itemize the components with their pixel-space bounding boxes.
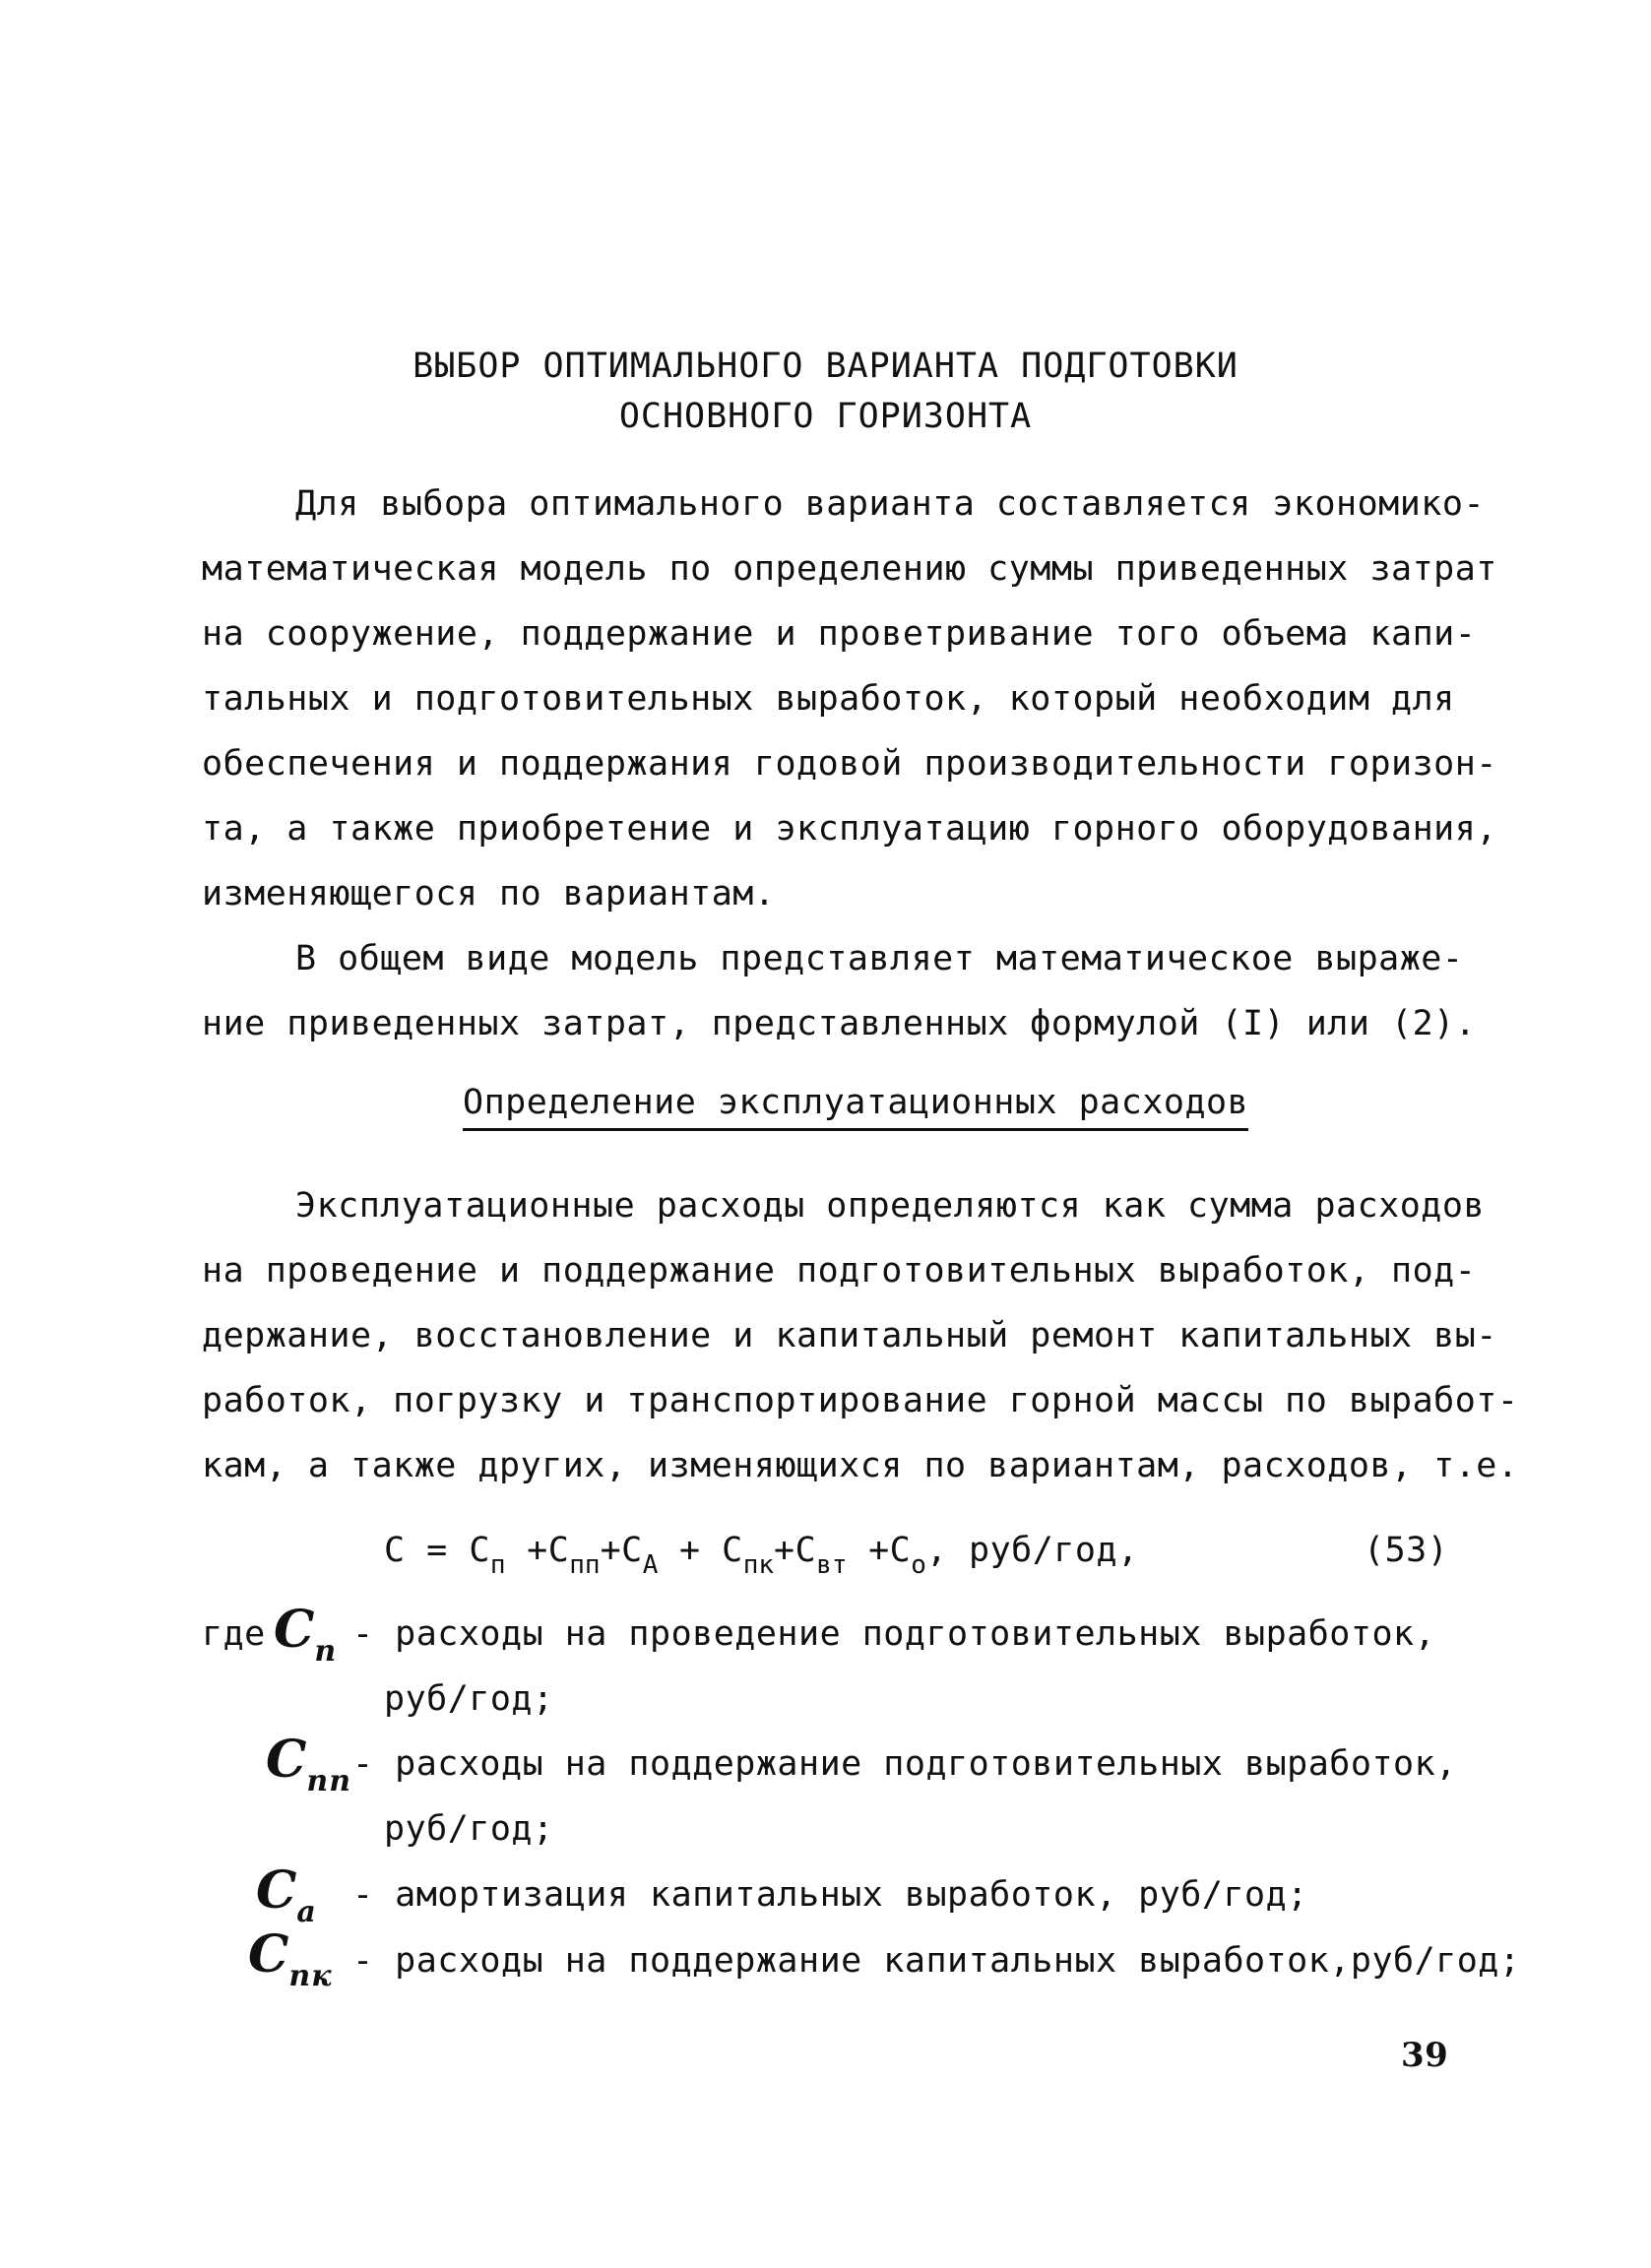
formula-term-4: + $С_{пк}$ [678, 1531, 775, 1580]
para1-line-6: та, а также приобретение и эксплуатацию горного оборудования, [202, 809, 1497, 849]
formula-number: (53) [1364, 1531, 1449, 1570]
para1-line-7: изменяющегося по вариантам. [202, 874, 776, 914]
para3-line-1: Эксплуатационные расходы определяются как сумма расходов [295, 1186, 1486, 1226]
para1-line-4: тальных и подготовительных выработок, который необходим для [202, 679, 1455, 719]
para1-line-5: обеспечения и поддержания годовой производительности горизон- [202, 744, 1497, 784]
title-line-1: ВЫБОР ОПТИМАЛЬНОГО ВАРИАНТА ПОДГОТОВКИ [413, 346, 1238, 386]
para1-line-1: Для выбора оптимального варианта составляется экономико- [295, 484, 1486, 524]
formula-term-6: $+С_о$ [868, 1531, 926, 1580]
def-2-text: - расходы на поддержание подготовительных выработок, [352, 1744, 1457, 1784]
def-1-symbol: $С_п$ [274, 1600, 338, 1669]
formula-term-1: $С_п$ [469, 1531, 506, 1580]
para1-line-2: математическая модель по определению суммы приведенных затрат [202, 549, 1497, 589]
formula-term-3: $+С_А$ [600, 1531, 659, 1580]
para2-line-1: В общем виде модель представляет математическое выраже- [295, 939, 1464, 978]
formula-equals: = [426, 1531, 448, 1570]
def-1-units: руб/год; [384, 1679, 554, 1719]
formula-lhs: С [384, 1531, 406, 1570]
def-2-symbol: $С_{пп}$ [266, 1730, 352, 1798]
def-4-symbol: $С_{пк}$ [248, 1924, 333, 1993]
para3-line-2: на проведение и поддержание подготовительных выработок, под- [202, 1251, 1477, 1291]
formula-term-2: $+С_{пп}$ [527, 1531, 601, 1580]
def-2-units: руб/год; [384, 1809, 554, 1849]
def-3-symbol: $С_а$ [256, 1860, 317, 1929]
formula-53 [384, 1531, 1139, 1580]
para3-line-4: работок, погрузку и транспортирование горной массы по выработ- [202, 1381, 1519, 1420]
para3-line-5: кам, а также других, изменяющихся по вариантам, расходов, т.е. [202, 1446, 1519, 1485]
title-line-2: ОСНОВНОГО ГОРИЗОНТА [618, 397, 1033, 436]
where-word: где [202, 1614, 266, 1654]
def-4-text: - расходы на поддержание капитальных выработок,руб/год; [352, 1941, 1521, 1981]
def-3-text: - амортизация капитальных выработок, руб/год; [352, 1875, 1308, 1915]
section-heading [463, 1083, 1248, 1122]
para2-line-2: ние приведенных затрат, представленных формулой (I) или (2). [202, 1004, 1477, 1043]
def-1-text: - расходы на проведение подготовительных выработок, [352, 1614, 1436, 1654]
page-number: 39 [1401, 2036, 1449, 2075]
formula-units: , руб/год, [925, 1531, 1139, 1570]
para1-line-3: на сооружение, поддержание и проветривание того объема капи- [202, 614, 1477, 654]
formula-term-5: $+С_{вт}$ [774, 1531, 848, 1580]
para3-line-3: держание, восстановление и капитальный ремонт капитальных вы- [202, 1316, 1497, 1355]
section-heading-text: Определение эксплуатационных расходов [463, 1083, 1248, 1131]
